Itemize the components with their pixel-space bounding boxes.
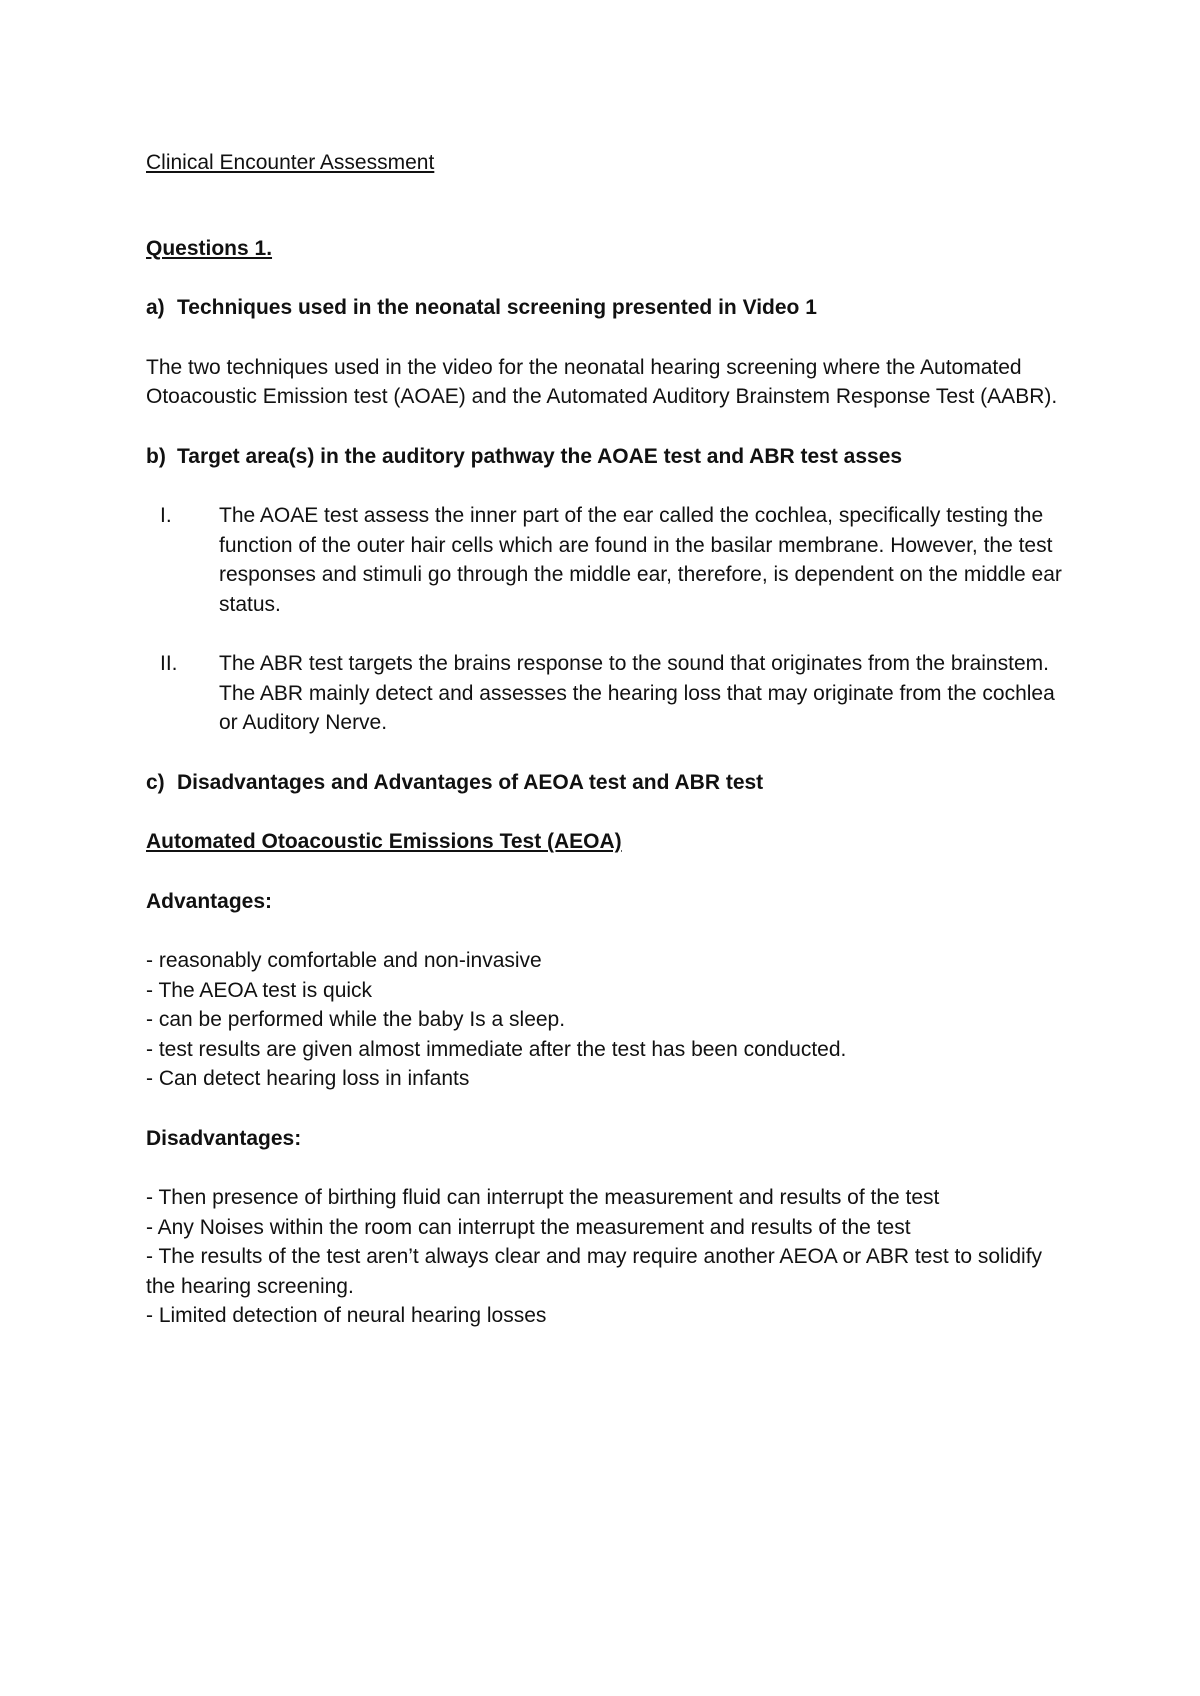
question-heading: Questions 1. — [146, 236, 273, 260]
part-b-letter: b) — [146, 444, 166, 468]
list-item — [146, 649, 1066, 738]
list-item: - test results are given almost immediate after the test has been conducted. — [146, 1037, 847, 1061]
list-item: - Then presence of birthing fluid can interrupt the measurement and results of the test — [146, 1186, 940, 1209]
part-a-heading — [146, 293, 1066, 323]
part-b-heading-text: Target area(s) in the auditory pathway the AOAE test and ABR test asses — [177, 444, 903, 468]
list-item: - The AEOA test is quick — [146, 978, 373, 1002]
list-item-text: The AOAE test assess the inner part of the ear called the cochlea, specifically testing the function of the outer hair cells which are found in the basilar membrane. However, the test responses and stimuli go through the middle ear, therefore, is dependent on the middle ear status. — [219, 504, 1062, 616]
list-item: - Limited detection of neural hearing losses — [146, 1304, 547, 1327]
disadvantages-list — [146, 1183, 1066, 1331]
list-item: - Can detect hearing loss in infants — [146, 1067, 470, 1090]
list-item: - reasonably comfortable and non-invasive — [146, 949, 542, 972]
part-a-letter: a) — [146, 296, 165, 319]
list-item: - Any Noises within the room can interrupt the measurement and results of the test — [146, 1215, 911, 1239]
list-item-number: I. — [160, 504, 172, 527]
list-item: - can be performed while the baby Is a sleep. — [146, 1008, 566, 1031]
document-title: Clinical Encounter Assessment — [146, 151, 435, 174]
list-item-number: II. — [160, 652, 178, 675]
document-page — [146, 148, 1066, 1361]
list-item — [146, 501, 1066, 619]
part-a-heading-text: Techniques used in the neonatal screening presented in Video 1 — [177, 296, 817, 319]
disadvantages-heading: Disadvantages: — [146, 1126, 302, 1150]
list-item: - The results of the test aren’t always clear and may require another AEOA or ABR test to solidify the hearing screening. — [146, 1245, 1043, 1298]
list-item-text: The ABR test targets the brains response to the sound that originates from the brainstem. The ABR mainly detect and assesses the hearing loss that may originate from the cochlea or Auditory Nerve. — [219, 652, 1055, 734]
part-b-heading — [146, 442, 1066, 472]
part-a-body: The two techniques used in the video for the neonatal hearing screening where the Automated Otoacoustic Emission test (AOAE) and the Automated Auditory Brainstem Response Test (AABR). — [146, 355, 1058, 408]
advantages-heading: Advantages: — [146, 889, 273, 913]
part-c-letter: c) — [146, 770, 165, 794]
part-b-list — [146, 501, 1066, 738]
part-c-heading — [146, 768, 1066, 798]
section-title: Automated Otoacoustic Emissions Test (AEOA) — [146, 830, 622, 853]
advantages-list — [146, 946, 1066, 1094]
part-c-heading-text: Disadvantages and Advantages of AEOA test and ABR test — [177, 770, 764, 794]
